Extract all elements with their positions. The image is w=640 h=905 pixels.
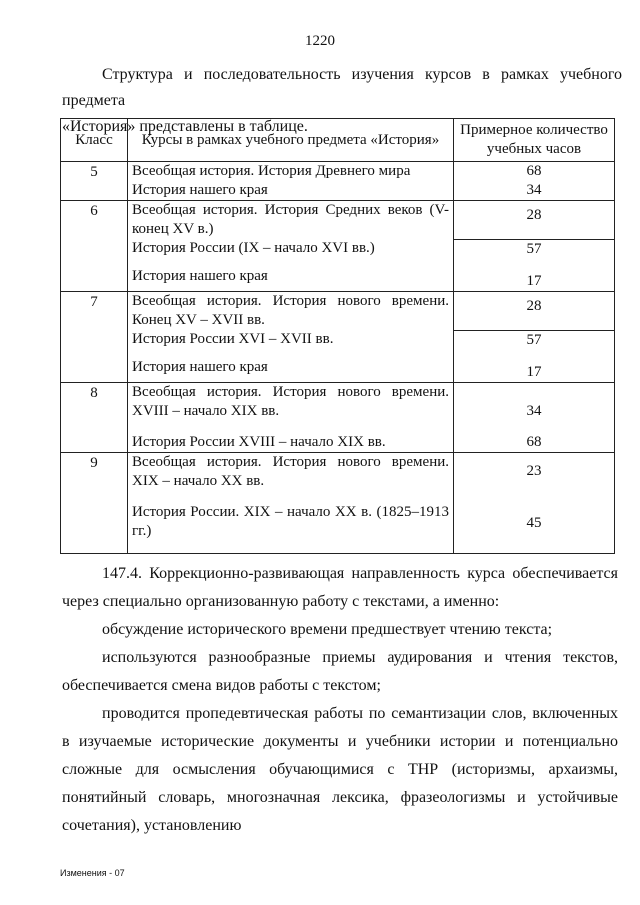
course-name: История нашего края bbox=[132, 268, 268, 284]
footer-note: Изменения - 07 bbox=[60, 868, 125, 878]
class-cell: 5 bbox=[61, 162, 128, 201]
page-number: 1220 bbox=[305, 33, 335, 49]
hours-value: 17 bbox=[526, 364, 542, 380]
table-row bbox=[61, 201, 615, 292]
header-hours: Примерное количество учебных часов bbox=[454, 119, 615, 162]
hours-value: 28 bbox=[526, 207, 542, 223]
table-row bbox=[61, 453, 615, 554]
class-cell: 6 bbox=[61, 201, 128, 292]
course-name: Всеобщая история. История Средних веков (V-конец XV в.) bbox=[132, 202, 449, 237]
courses-table bbox=[60, 118, 615, 554]
course-name: Всеобщая история. История нового времени. Конец XV – XVII вв. bbox=[132, 293, 449, 328]
paragraph: обсуждение исторического времени предшествует чтению текста; bbox=[102, 621, 553, 638]
courses-cell bbox=[128, 201, 454, 292]
course-name: История России. XIX – начало XX в. (1825–1913 гг.) bbox=[132, 504, 449, 539]
paragraph: проводится пропедевтическая работы по семантизации слов, включенных в изучаемые исторические документы и учебники истории и потенциально сложные для осмысления обучающимися с ТНР (историзмы, архаизмы, понятийный словарь, многозначная лексика, фразеологизмы и устойчивые сочетания), установлению bbox=[62, 705, 618, 834]
course-name: История России (IX – начало XVI вв.) bbox=[132, 240, 375, 256]
course-name: История нашего края bbox=[132, 182, 268, 198]
hours-value: 34 bbox=[526, 182, 542, 198]
intro-line-1: Структура и последовательность изучения курсов в рамках учебного предмета bbox=[62, 66, 622, 109]
hours-value: 68 bbox=[526, 163, 542, 179]
intro-line-2: «История» представлены в таблице. bbox=[62, 118, 308, 135]
hours-value: 17 bbox=[526, 273, 542, 289]
hours-value: 45 bbox=[526, 515, 542, 531]
hours-value: 68 bbox=[526, 434, 542, 450]
hours-value: 23 bbox=[526, 463, 542, 479]
course-name: Всеобщая история. История нового времени. XIX – начало XX вв. bbox=[132, 454, 449, 489]
hours-value: 28 bbox=[526, 298, 542, 314]
class-cell: 8 bbox=[61, 383, 128, 453]
hours-cell bbox=[454, 292, 615, 383]
hours-value: 57 bbox=[526, 241, 542, 257]
hours-cell bbox=[454, 201, 615, 292]
body-text bbox=[62, 560, 618, 840]
courses-cell bbox=[128, 292, 454, 383]
hours-cell bbox=[454, 162, 615, 201]
header-courses: Курсы в рамках учебного предмета «История» bbox=[128, 119, 454, 162]
paragraph: используются разнообразные приемы аудирования и чтения текстов, обеспечивается смена видов работы с текстом; bbox=[62, 649, 618, 694]
hours-value: 34 bbox=[526, 403, 542, 419]
paragraph: 147.4. Коррекционно-развивающая направленность курса обеспечивается через специально организованную работу с текстами, а именно: bbox=[62, 565, 618, 610]
courses-cell bbox=[128, 162, 454, 201]
table-row bbox=[61, 162, 615, 201]
table-row bbox=[61, 383, 615, 453]
class-cell: 7 bbox=[61, 292, 128, 383]
class-cell: 9 bbox=[61, 453, 128, 554]
course-name: История нашего края bbox=[132, 359, 268, 375]
courses-cell bbox=[128, 453, 454, 554]
course-name: История России XVI – XVII вв. bbox=[132, 331, 334, 347]
course-name: Всеобщая история. История нового времени. XVIII – начало XIX вв. bbox=[132, 384, 449, 419]
table-row bbox=[61, 292, 615, 383]
hours-value: 57 bbox=[526, 332, 542, 348]
header-class: Класс bbox=[61, 119, 128, 162]
table-header-row bbox=[61, 119, 615, 162]
courses-cell bbox=[128, 383, 454, 453]
course-name: История России XVIII – начало XIX вв. bbox=[132, 434, 386, 450]
hours-cell bbox=[454, 453, 615, 554]
hours-cell bbox=[454, 383, 615, 453]
course-name: Всеобщая история. История Древнего мира bbox=[132, 163, 411, 179]
